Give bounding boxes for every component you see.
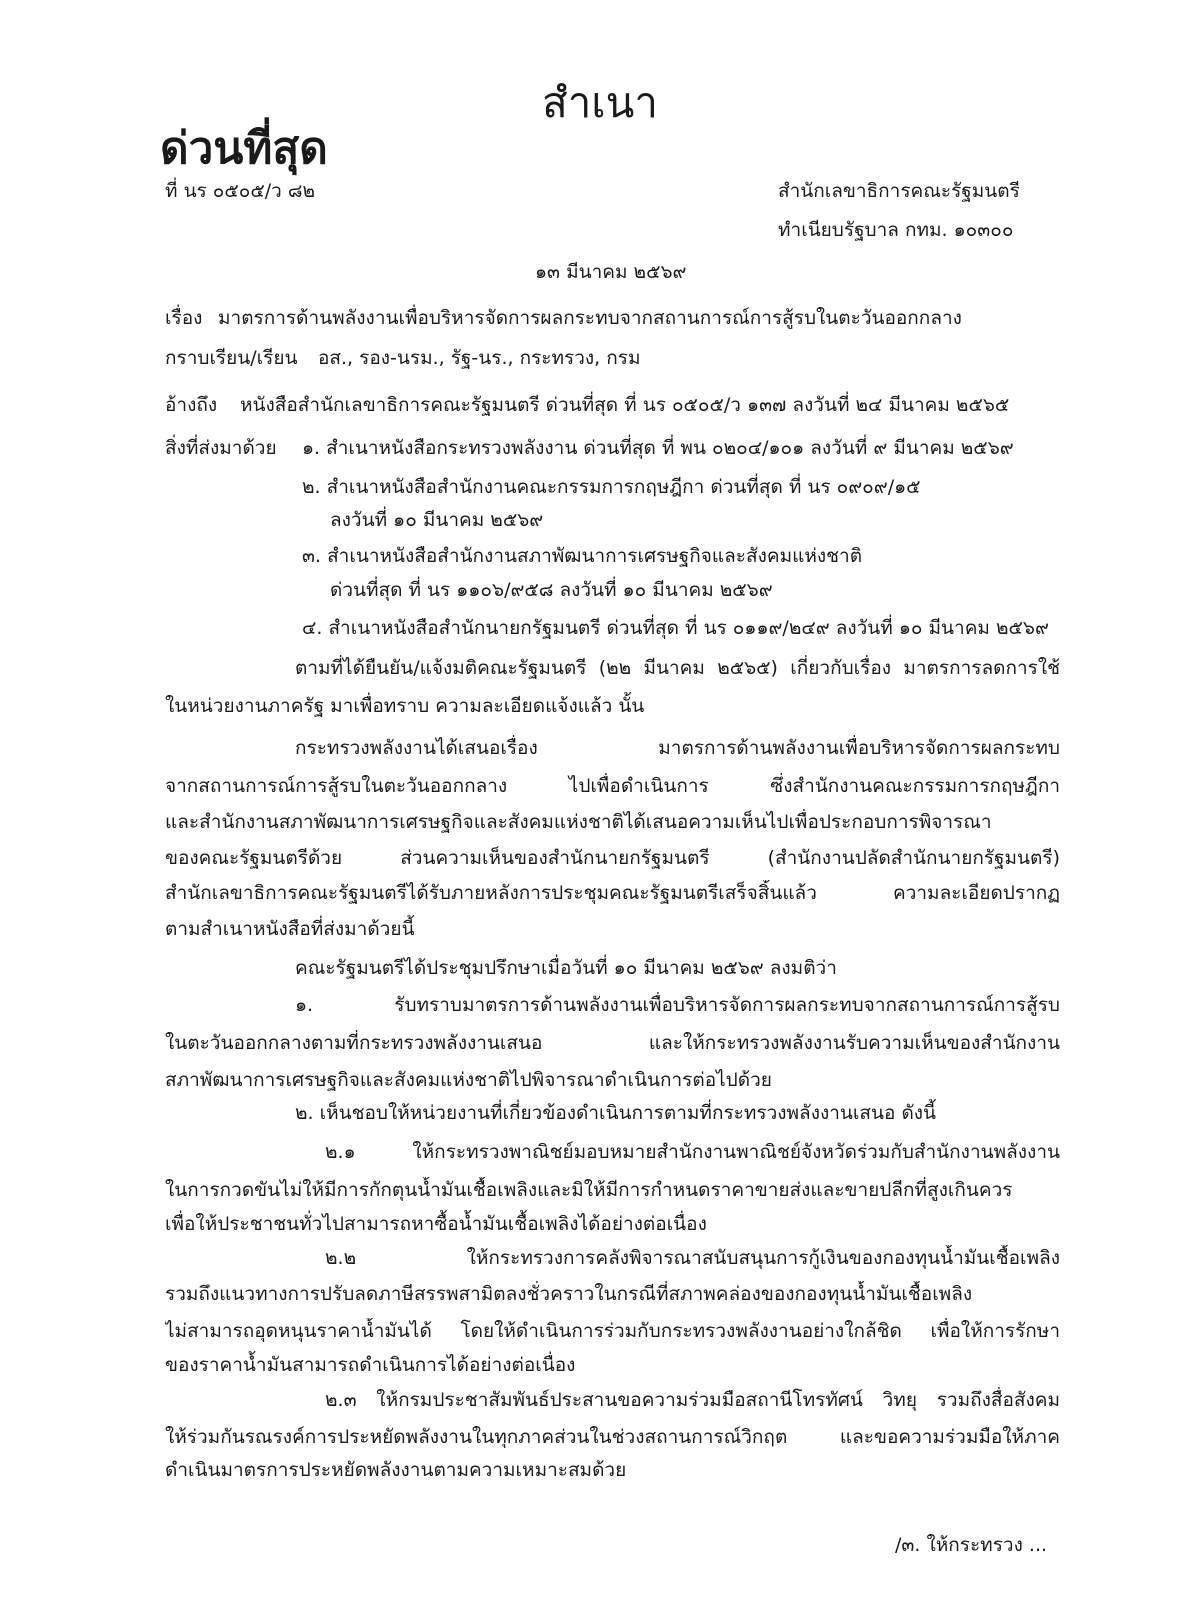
body-line: สภาพัฒนาการเศรษฐกิจและสังคมแห่งชาติไปพิจารณาดำเนินการต่อไปด้วย [165,1069,772,1091]
body-line: ของคณะรัฐมนตรีด้วย ส่วนความเห็นของสำนักนายกรัฐมนตรี (สำนักงานปลัดสำนักนายกรัฐมนตรี) [165,847,1060,869]
body-line: สำนักเลขาธิการคณะรัฐมนตรีได้รับภายหลังการประชุมคณะรัฐมนตรีเสร็จสิ้นแล้ว ความละเอียดปรากฏ [165,882,1060,904]
continuation-note: /๓. ให้กระทรวง ... [895,1534,1048,1556]
enclosure-line: ลงวันที่ ๑๐ มีนาคม ๒๕๖๙ [330,509,544,531]
body-line: กระทรวงพลังงานได้เสนอเรื่อง มาตรการด้านพลังงานเพื่อบริหารจัดการผลกระทบ [295,737,1060,759]
body-line: เพื่อให้ประชาชนทั่วไปสามารถหาซื้อน้ำมันเชื้อเพลิงได้อย่างต่อเนื่อง [165,1213,707,1235]
reference-number: ที่ นร ๐๕๐๕/ว ๘๒ [165,180,316,202]
body-line: จากสถานการณ์การสู้รบในตะวันออกกลาง ไปเพื่อดำเนินการ ซึ่งสำนักงานคณะกรรมการกฤษฎีกา [165,775,1060,797]
body-line: คณะรัฐมนตรีได้ประชุมปรึกษาเมื่อวันที่ ๑๐ มีนาคม ๒๕๖๙ ลงมติว่า [295,957,837,979]
copy-stamp: สำเนา [542,78,658,127]
enclosure-line: ๔. สำเนาหนังสือสำนักนายกรัฐมนตรี ด่วนที่สุด ที่ นร ๐๑๑๙/๒๔๙ ลงวันที่ ๑๐ มีนาคม ๒๕๖๙ [302,617,1049,639]
body-line: ดำเนินมาตรการประหยัดพลังงานตามความเหมาะสมด้วย [165,1459,627,1481]
body-line: ในหน่วยงานภาครัฐ มาเพื่อทราบ ความละเอียดแจ้งแล้ว นั้น [165,695,645,717]
body-line: ให้ร่วมกันรณรงค์การประหยัดพลังงานในทุกภาคส่วนในช่วงสถานการณ์วิกฤต และขอความร่วมมือให้ภาค [165,1426,1060,1448]
body-line: ๒. เห็นชอบให้หน่วยงานที่เกี่ยวข้องดำเนินการตามที่กระทรวงพลังงานเสนอ ดังนี้ [295,1102,937,1124]
enclosure-line: ๓. สำเนาหนังสือสำนักงานสภาพัฒนาการเศรษฐกิจและสังคมแห่งชาติ [302,545,863,567]
body-line: ๒.๓ ให้กรมประชาสัมพันธ์ประสานขอความร่วมมือสถานีโทรทัศน์ วิทยุ รวมถึงสื่อสังคม [325,1389,1060,1411]
office-address: ทำเนียบรัฐบาล กทม. ๑๐๓๐๐ [778,219,1014,241]
body-line: ไม่สามารถอุดหนุนราคาน้ำมันได้ โดยให้ดำเนินการร่วมกับกระทรวงพลังงานอย่างใกล้ชิด เพื่อให้การรักษา [165,1320,1060,1342]
issuing-office: สำนักเลขาธิการคณะรัฐมนตรี [778,180,1020,202]
body-line: ๒.๒ ให้กระทรวงการคลังพิจารณาสนับสนุนการกู้เงินของกองทุนน้ำมันเชื้อเพลิง [325,1247,1060,1269]
urgency-label: ด่วนที่สุด [160,123,328,174]
enclosure-line: ๑. สำเนาหนังสือกระทรวงพลังงาน ด่วนที่สุด ที่ พน ๐๒๐๔/๑๐๑ ลงวันที่ ๙ มีนาคม ๒๕๖๙ [302,437,1014,459]
recipient-text: อส., รอง-นรม., รัฐ-นร., กระทรวง, กรม [318,347,641,369]
body-line: ตามที่ได้ยืนยัน/แจ้งมติคณะรัฐมนตรี (๒๒ มีนาคม ๒๕๖๕) เกี่ยวกับเรื่อง มาตรการลดการใช้ [295,657,1060,679]
enclosures-label: สิ่งที่ส่งมาด้วย [165,437,277,459]
reference-label: อ้างถึง [165,394,218,416]
document-date: ๑๓ มีนาคม ๒๕๖๙ [535,261,687,283]
body-line: รวมถึงแนวทางการปรับลดภาษีสรรพสามิตลงชั่วคราวในกรณีที่สภาพคล่องของกองทุนน้ำมันเชื้อเพลิง [165,1283,973,1305]
enclosure-line: ด่วนที่สุด ที่ นร ๑๑๐๖/๙๕๘ ลงวันที่ ๑๐ มีนาคม ๒๕๖๙ [330,579,773,601]
body-line: ตามสำเนาหนังสือที่ส่งมาด้วยนี้ [165,918,415,940]
subject-text: มาตรการด้านพลังงานเพื่อบริหารจัดการผลกระทบจากสถานการณ์การสู้รบในตะวันออกกลาง [218,307,962,329]
reference-text: หนังสือสำนักเลขาธิการคณะรัฐมนตรี ด่วนที่สุด ที่ นร ๐๕๐๕/ว ๑๓๗ ลงวันที่ ๒๔ มีนาคม ๒๕๖๕ [240,394,1010,416]
body-line: ในตะวันออกกลางตามที่กระทรวงพลังงานเสนอ และให้กระทรวงพลังงานรับความเห็นของสำนักงาน [165,1032,1060,1054]
recipient-label: กราบเรียน/เรียน [165,347,298,369]
body-line: และสำนักงานสภาพัฒนาการเศรษฐกิจและสังคมแห่งชาติได้เสนอความเห็นไปเพื่อประกอบการพิจารณา [165,811,992,833]
subject-label: เรื่อง [165,307,203,329]
body-line: ของราคาน้ำมันสามารถดำเนินการได้อย่างต่อเนื่อง [165,1354,576,1376]
body-line: ๒.๑ ให้กระทรวงพาณิชย์มอบหมายสำนักงานพาณิชย์จังหวัดร่วมกับสำนักงานพลังงาน [325,1141,1060,1163]
body-line: ๑. รับทราบมาตรการด้านพลังงานเพื่อบริหารจัดการผลกระทบจากสถานการณ์การสู้รบ [295,994,1060,1016]
body-line: ในการกวดขันไม่ให้มีการกักตุนน้ำมันเชื้อเพลิงและมิให้มีการกำหนดราคาขายส่งและขายปลีกที่สูงเกินควร [165,1179,1013,1201]
enclosure-line: ๒. สำเนาหนังสือสำนักงานคณะกรรมการกฤษฎีกา ด่วนที่สุด ที่ นร ๐๙๐๙/๑๕ [302,476,921,498]
